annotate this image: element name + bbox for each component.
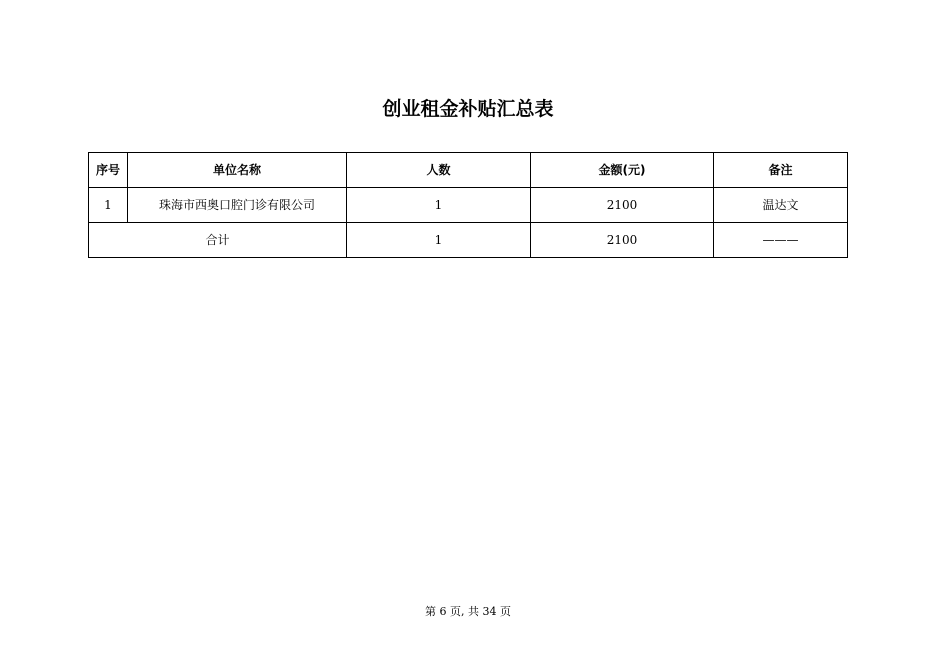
table-row: [89, 188, 848, 223]
header-index: 序号: [89, 153, 128, 188]
cell-amount: 2100: [531, 188, 714, 223]
document-title: 创业租金补贴汇总表: [382, 98, 554, 120]
header-amount: 金额(元): [531, 153, 714, 188]
cell-people-count: 1: [347, 188, 531, 223]
total-people-count: 1: [347, 223, 531, 258]
cell-remark: 温达文: [714, 188, 848, 223]
total-amount: 2100: [531, 223, 714, 258]
header-people-count: 人数: [347, 153, 531, 188]
cell-index: 1: [89, 188, 128, 223]
table-header-row: [89, 153, 848, 188]
total-label: 合计: [89, 223, 347, 258]
page-number: 第 6 页, 共 34 页: [425, 605, 511, 618]
header-company-name: 单位名称: [128, 153, 347, 188]
header-remark: 备注: [714, 153, 848, 188]
subsidy-summary-table: [88, 152, 848, 258]
total-remark: ———: [714, 223, 848, 258]
cell-company-name: 珠海市西奥口腔门诊有限公司: [128, 188, 347, 223]
total-row: [89, 223, 848, 258]
